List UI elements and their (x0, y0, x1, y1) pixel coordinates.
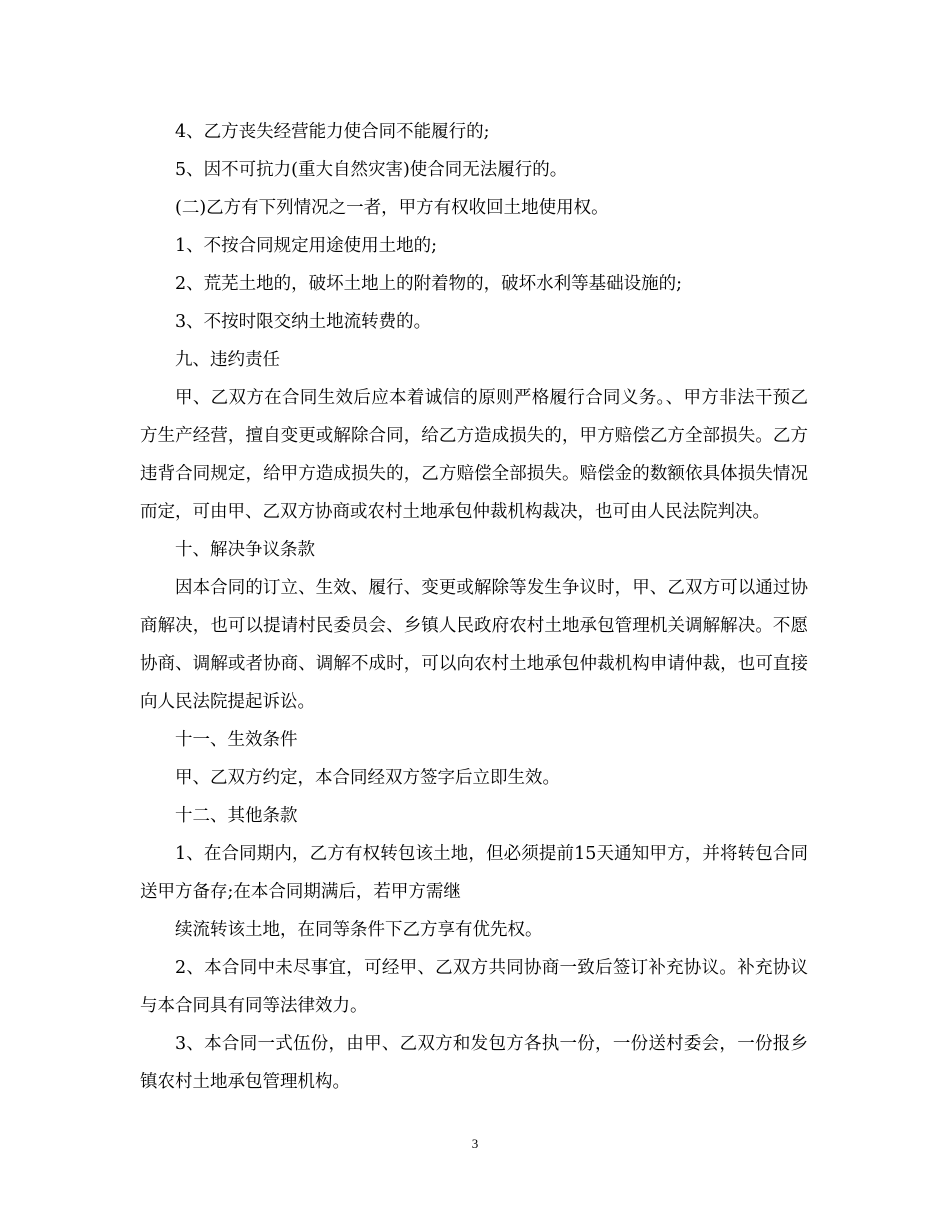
other-clause-1-continued: 续流转该土地，在同等条件下乙方享有优先权。 (175, 920, 543, 940)
clause-subsection-2: (二)乙方有下列情况之一者，甲方有权收回土地使用权。 (175, 198, 609, 218)
clause-item-2: 2、荒芜土地的，破坏土地上的附着物的，破坏水利等基础设施的; (175, 274, 683, 294)
clause-item-5: 5、因不可抗力(重大自然灾害)使合同无法履行的。 (175, 160, 568, 180)
section-heading-12: 十二、其他条款 (175, 806, 298, 826)
clause-item-1: 1、不按合同规定用途使用土地的; (175, 236, 438, 256)
dispute-paragraph: 因本合同的订立、生效、履行、变更或解除等发生争议时，甲、乙双方可以通过协商解决，也可以提请村民委员会、乡镇人民政府农村土地承包管理机关调解解决。不愿协商、调解或者协商、调解不成时，可以向农村土地承包仲裁机构申请仲裁，也可直接向人民法院提起诉讼。 (140, 578, 808, 712)
document-body (140, 113, 808, 1101)
clause-item-3: 3、不按时限交纳土地流转费的。 (175, 312, 432, 332)
other-clause-2: 2、本合同中未尽事宜，可经甲、乙双方共同协商一致后签订补充协议。补充协议与本合同具有同等法律效力。 (140, 958, 808, 1016)
section-heading-10: 十、解决争议条款 (175, 540, 315, 560)
clause-item-4: 4、乙方丧失经营能力使合同不能履行的; (175, 122, 490, 142)
page-number: 3 (471, 1136, 479, 1151)
section-heading-9: 九、违约责任 (175, 350, 280, 370)
effective-paragraph: 甲、乙双方约定，本合同经双方签字后立即生效。 (175, 768, 560, 788)
liability-paragraph: 甲、乙双方在合同生效后应本着诚信的原则严格履行合同义务。、甲方非法干预乙方生产经营，擅自变更或解除合同，给乙方造成损失的，甲方赔偿乙方全部损失。乙方违背合同规定，给甲方造成损失的，乙方赔偿全部损失。赔偿金的数额依具体损失情况而定，可由甲、乙双方协商或农村土地承包仲裁机构裁决，也可由人民法院判决。 (140, 388, 808, 522)
other-clause-3: 3、本合同一式伍份，由甲、乙双方和发包方各执一份，一份送村委会，一份报乡镇农村土地承包管理机构。 (140, 1034, 808, 1092)
section-heading-11: 十一、生效条件 (175, 730, 298, 750)
other-clause-1: 1、在合同期内，乙方有权转包该土地，但必须提前15天通知甲方，并将转包合同送甲方备存;在本合同期满后，若甲方需继 (140, 844, 808, 902)
